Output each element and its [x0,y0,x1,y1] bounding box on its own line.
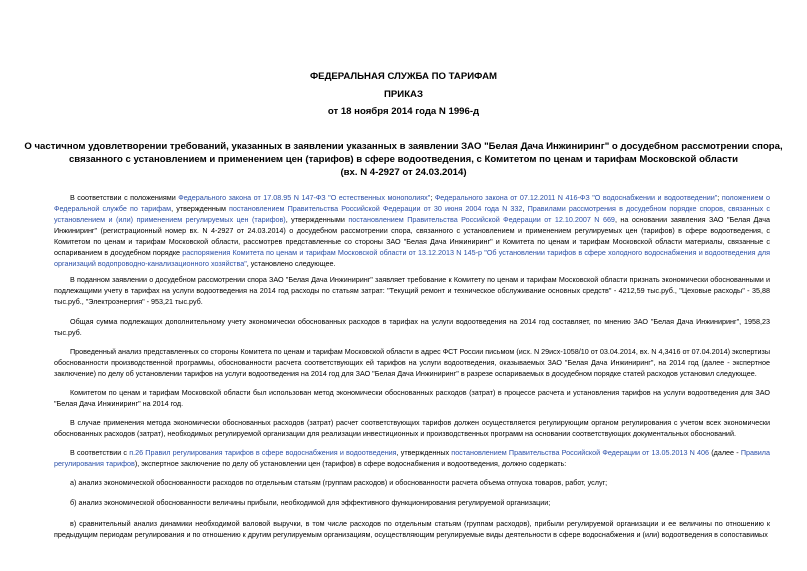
paragraph-method: Комитетом по ценам и тарифам Московской области был использован метод экономически обоснованных расходов (затрат) в процессе расчета и установления тарифов на услуги водоотведения для ЗАО "Белая Дача Инжиниринг" на 2014 год. [54,388,770,408]
paragraph-total-sum: Общая сумма подлежащих дополнительному учету экономически обоснованных расходов в тарифах на услуги водоотведения на 2014 год составляет, по мнению ЗАО "Белая Дача Инжиниринг", 1958,23 тыс.руб. [54,317,770,337]
link-resolution-332[interactable]: постановлением Правительства Российской Федерации от 30 июня 2004 года N 332 [229,204,523,213]
list-item-b: б) анализ экономической обоснованности величины прибыли, необходимой для эффективного функционирования регулируемой организации; [70,498,551,507]
link-fst-regulation[interactable]: положением о Федеральной службе по тарифам [54,193,770,213]
link-rules-p26[interactable]: п.26 Правил регулирования тарифов в сфере водоснабжения и водоотведения [129,448,397,457]
paragraph-rules-26: В соответствии с п.26 Правил регулирования тарифов в сфере водоснабжения и водоотведения, утвержденных постановлением Правительства Российской Федерации от 13.05.2013 N 406 (далее - Правила регулирования тарифов), экспертное заключение по делу об установлении цен (тарифов) в сфере водоснабжения и водоотведения, должно содержать: [54,448,770,468]
link-law-147[interactable]: Федерального закона от 17.08.95 N 147-ФЗ "О естественных монополиях" [178,193,431,202]
link-dispute-rules[interactable]: Правилами рассмотрения в досудебном порядке споров, связанных с установлением и (или) применением регулируемых цен (тарифов) [54,204,770,224]
subject-line-1: О частичном удовлетворении требований, указанных в заявлении указанных в заявлении ЗАО "Белая Дача Инжиниринг" о досудебном рассмотрении спора, [24,141,783,152]
paragraph-legal-basis: В соответствии с положениями Федерального закона от 17.08.95 N 147-ФЗ "О естественных монополиях"; Федерального закона от 07.12.2011 N 416-ФЗ "О водоснабжении и водоотведении"; положением о Федеральной службе по тарифам, утвержденным постановлением Правительства Российской Федерации от 30 июня 2004 года N 332, Правилами рассмотрения в досудебном порядке споров, связанных с установлением и (или) применением регулируемых цен (тарифов), утвержденными постановлением Правительства Российской Федерации от 12.10.2007 N 669, на основании заявления ЗАО "Белая Дача Инжиниринг" (регистрационный номер вх. N 4-2927 от 24.03.2014) о досудебном рассмотрении спора, связанного с установлением и применением регулируемых цен (тарифов) в сфере водоотведения, с Комитетом по ценам и тарифам Московской области, рассмотрев представленные со стороны ЗАО "Белая Дача Инжиниринг" и Комитета по ценам и тарифам Московской области материалы, связанные с оспариванием в досудебном порядке распоряжения Комитета по ценам и тарифам Московской области от 13.12.2013 N 145-р "Об установлении тарифов в сфере холодного водоснабжения и водоотведения для организаций водопроводно-канализационного хозяйства", установлено следующее. [54,193,770,268]
list-item-a: а) анализ экономической обоснованности расходов по отдельным статьям (группам расходов) и обоснованности расчета объема отпуска товаров, работ, услуг; [70,478,608,487]
paragraph-claim: В поданном заявлении о досудебном рассмотрении спора ЗАО "Белая Дача Инжиниринг" заявляет требование к Комитету по ценам и тарифам Московской области признать экономически обоснованными и подлежащими учету в тарифах на услуги водоотведения на 2014 год расходы по статьям затрат: "Текущий ремонт и техническое обслуживание основных средств" - 4212,59 тыс.руб., "Цеховые расходы" - 35,88 тыс.руб., "Электроэнергия" - 953,21 тыс.руб. [54,275,770,306]
link-order-145[interactable]: распоряжения Комитета по ценам и тарифам Московской области от 13.12.2013 N 145-р "Об установлении тарифов в сфере холодного водоснабжения и водоотведения для организаций водопроводно-канализационного хозяйства" [54,248,770,268]
list-item-c: в) сравнительный анализ динамики необходимой валовой выручки, в том числе расходов по отдельным статьям (группам расходов), прибыли регулируемой организации и ее величины по отношению к предыдущим периодам регулирования и по отношению к другим регулируемым организациям, осуществляющим регулируемые виды деятельности в сфере водоснабжения и (или) водоотведения в сопоставимых [54,519,770,539]
link-law-416[interactable]: Федерального закона от 07.12.2011 N 416-ФЗ "О водоснабжении и водоотведении" [434,193,718,202]
doc-date: от 18 ноября 2014 года N 1996-д [327,106,480,117]
link-tariff-rules[interactable]: Правила регулирования тарифов [54,448,770,468]
agency-title: ФЕДЕРАЛЬНАЯ СЛУЖБА ПО ТАРИФАМ [309,71,498,82]
paragraph-calculation: В случае применения метода экономически обоснованных расходов (затрат) расчет соответствующих тарифов должен осуществляется регулирующим органом регулирования с учетом всех экономически обоснованных расходов (затрат), необходимых регулируемой организации для реализации инвестиционных и производственных программ на основании соответствующих документальных обоснований. [54,418,770,438]
doc-type: ПРИКАЗ [384,89,423,100]
subject-line-2: связанного с установлением и применением цен (тарифов) в сфере водоотведения, с Комитетом по ценам и тарифам Московской области [68,154,739,165]
paragraph-analysis: Проведенный анализ представленных со стороны Комитета по ценам и тарифам Московской области в адрес ФСТ России письмом (исх. N 29исх-1058/10 от 03.04.2014, вх. N 4,3416 от 07.04.2014) экспертизы обоснованности производственной программы, обоснованности расчета соответствующих ей тарифов на услуги водоотведения, оказываемых ЗАО "Белая Дача Инжиниринг", на 2014 год (далее - экспертное заключение) по делу об установлении тарифов на услуги водоотведения на 2014 год для ЗАО "Белая Дача Инжиниринг" в разрезе оспариваемых в досудебном порядке статей расходов установил следующее. [54,347,770,378]
link-resolution-669[interactable]: постановлением Правительства Российской Федерации от 12.10.2007 N 669 [348,215,615,224]
subject-line-3: (вх. N 4-2927 от 24.03.2014) [340,167,467,178]
link-resolution-406[interactable]: постановлением Правительства Российской Федерации от 13.05.2013 N 406 [451,448,710,457]
